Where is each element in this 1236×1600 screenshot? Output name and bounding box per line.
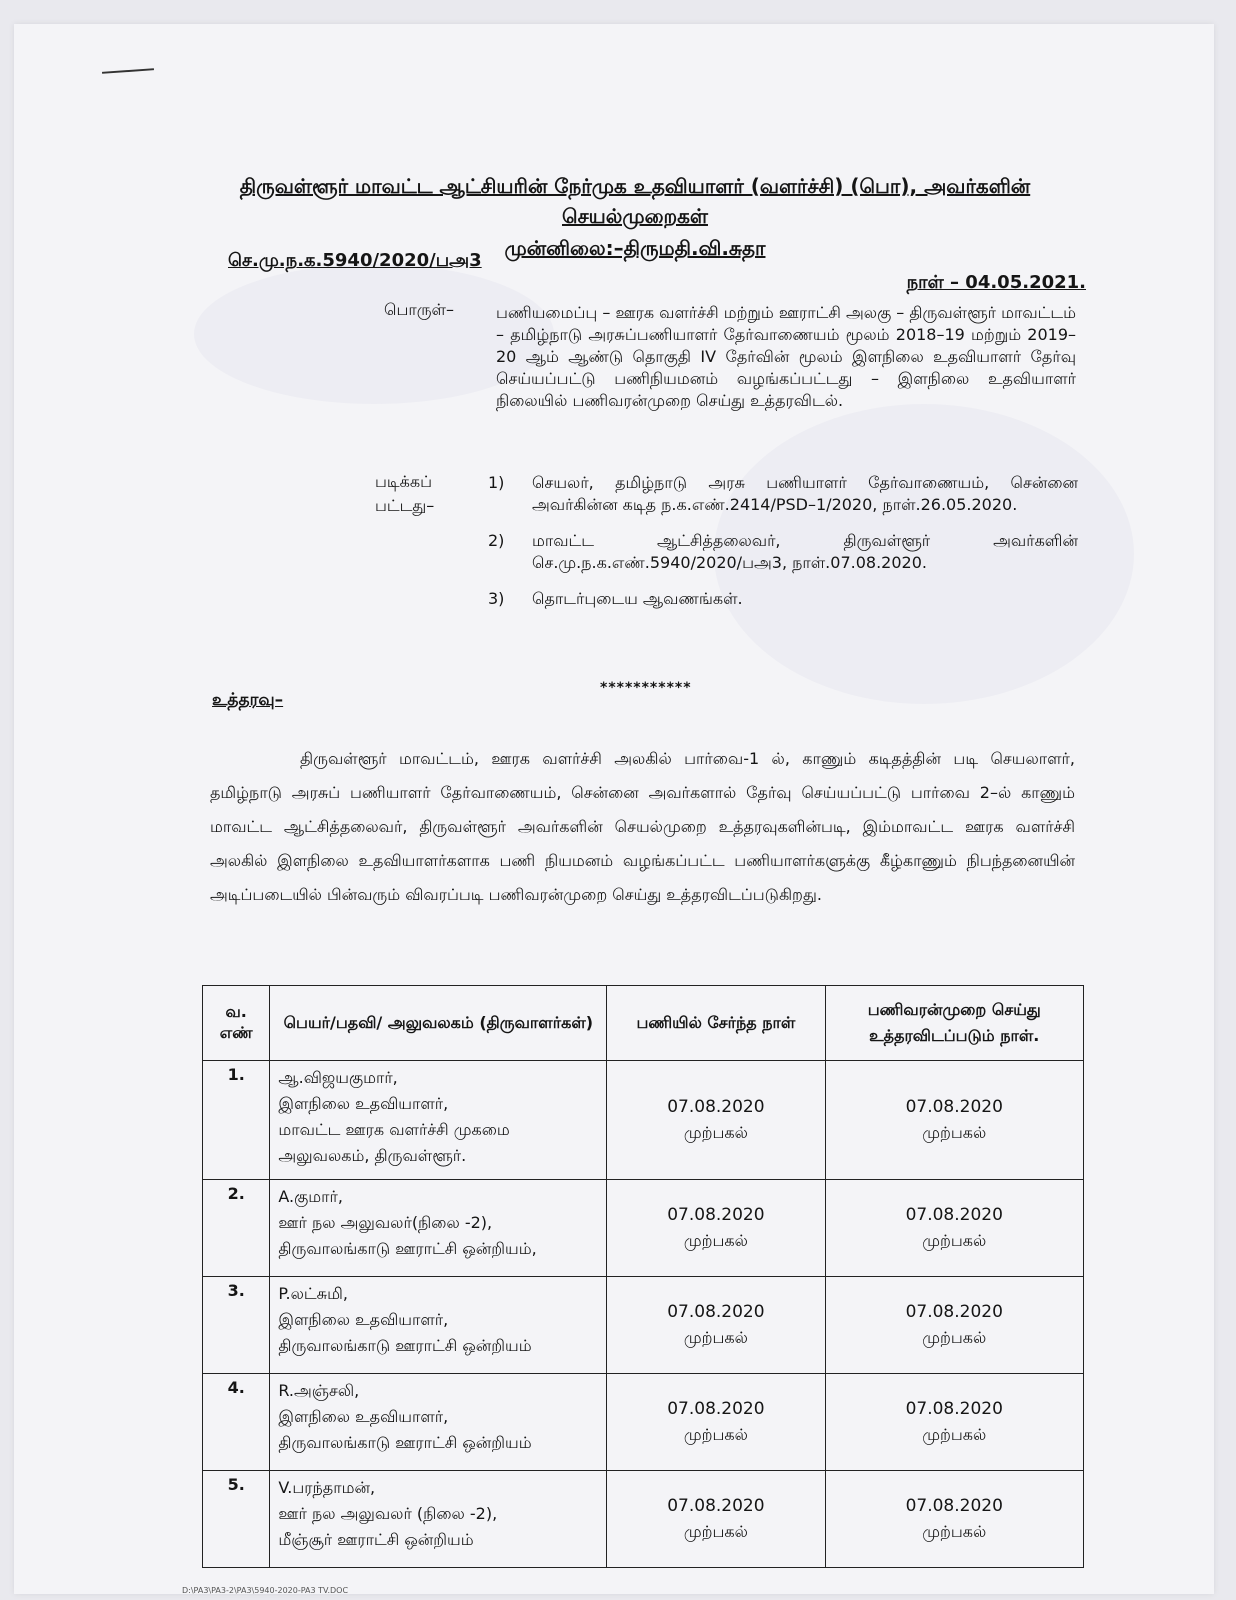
row-regularised-cell [825,1471,1083,1568]
read-item-text: தொடர்புடைய ஆவணங்கள். [532,589,743,608]
row-name-cell [270,1180,607,1277]
row-joined-session: முற்பகல் [683,1231,748,1250]
row-regularised-date: 07.08.2020 [905,1302,1003,1322]
row-joined-date: 07.08.2020 [667,1302,765,1322]
header-name: பெயர்/பதவி/ அலுவலகம் (திருவாளர்கள்) [270,986,607,1061]
row-office: திருவாலங்காடு ஊராட்சி ஒன்றியம் [278,1336,532,1355]
row-name-cell [270,1061,607,1180]
table-row [203,1471,1084,1568]
row-joined-cell [607,1180,825,1277]
read-item-number: 1) [488,473,505,492]
row-regularised-cell [825,1180,1083,1277]
read-item [488,588,1078,610]
row-post: இளநிலை உதவியாளர், [278,1310,449,1329]
row-joined-date: 07.08.2020 [667,1205,765,1225]
table-row [203,1374,1084,1471]
document-title-line-1: திருவள்ளூர் மாவட்ட ஆட்சியரின் நேர்முக உதவியாளர் (வளர்ச்சி) (பொ), அவர்களின் [239,174,1031,198]
row-office: திருவாலங்காடு ஊராட்சி ஒன்றியம் [278,1433,532,1452]
separator-stars: *********** [600,680,692,696]
presiding-officer: முன்னிலை:–திருமதி.வி.சுதா [504,236,766,260]
row-sno: 1. [203,1061,270,1180]
row-joined-cell [607,1277,825,1374]
row-joined-date: 07.08.2020 [667,1496,765,1516]
subject-label: பொருள்– [384,300,454,319]
row-name: P.லட்சுமி, [278,1284,348,1303]
read-label: படிக்கப் பட்டது– [375,472,435,515]
row-post: ஊர் நல அலுவலர் (நிலை -2), [278,1504,498,1523]
row-sno: 3. [203,1277,270,1374]
row-joined-session: முற்பகல் [683,1425,748,1444]
read-item-text: செயலர், தமிழ்நாடு அரசு பணியாளர் தேர்வாணையம், சென்னை அவர்கின்ன கடித ந.க.எண்.2414/PSD–1/2020, நாள்.26.05.2020. [532,473,1078,514]
row-regularised-session: முற்பகல் [922,1231,987,1250]
row-joined-cell [607,1061,825,1180]
table-row [203,1180,1084,1277]
row-office: திருவாலங்காடு ஊராட்சி ஒன்றியம், [278,1239,537,1258]
read-item-number: 2) [488,531,505,550]
row-name-cell [270,1374,607,1471]
row-name: ஆ.விஜயகுமார், [278,1068,398,1087]
read-list [488,472,1078,624]
row-joined-cell [607,1374,825,1471]
header-regularised-date: பணிவரன்முறை செய்து உத்தரவிடப்படும் நாள். [825,986,1083,1061]
read-item [488,472,1078,516]
row-post: இளநிலை உதவியாளர், [278,1407,449,1426]
row-name: R.அஞ்சலி, [278,1381,360,1400]
row-regularised-cell [825,1277,1083,1374]
read-item [488,530,1078,574]
row-regularised-session: முற்பகல் [922,1123,987,1142]
row-post: இளநிலை உதவியாளர், [278,1094,449,1113]
row-joined-cell [607,1471,825,1568]
header-sno: வ. எண் [203,986,270,1061]
row-name-cell [270,1277,607,1374]
row-joined-session: முற்பகல் [683,1123,748,1142]
row-joined-date: 07.08.2020 [667,1399,765,1419]
row-office: மாவட்ட ஊரக வளர்ச்சி முகமை அலுவலகம், திருவள்ளூர். [278,1120,510,1165]
reference-number: செ.மு.ந.க.5940/2020/பஅ3 [228,250,482,271]
row-office: மீஞ்சூர் ஊராட்சி ஒன்றியம் [278,1530,474,1549]
row-regularised-date: 07.08.2020 [905,1205,1003,1225]
table-header-row [203,986,1084,1061]
row-regularised-cell [825,1061,1083,1180]
row-regularised-session: முற்பகல் [922,1522,987,1541]
subject-text: பணியமைப்பு – ஊரக வளர்ச்சி மற்றும் ஊராட்சி அலகு – திருவள்ளூர் மாவட்டம் – தமிழ்நாடு அரசுப்பணியாளர் தேர்வாணையம் மூலம் 2018–19 மற்றும் 2019–20 ஆம் ஆண்டு தொகுதி IV தேர்வின் மூலம் இளநிலை உதவியாளர் தேர்வு செய்யப்பட்டு பணிநியமனம் வழங்கப்பட்டது – இளநிலை உதவியாளர் நிலையில் பணிவரன்முறை செய்து உத்தரவிடல். [496,303,1077,410]
row-post: ஊர் நல அலுவலர்(நிலை -2), [278,1213,493,1232]
row-sno: 5. [203,1471,270,1568]
row-name: A.குமார், [278,1187,343,1206]
row-joined-session: முற்பகல் [683,1328,748,1347]
row-regularised-cell [825,1374,1083,1471]
read-item-text: மாவட்ட ஆட்சித்தலைவர், திருவள்ளூர் அவர்களின் செ.மு.ந.க.எண்.5940/2020/பஅ3, நாள்.07.08.2020. [532,531,1078,572]
order-heading: உத்தரவு– [212,690,284,710]
staff-table [202,985,1084,1568]
document-title-line-2: செயல்முறைகள் [562,204,708,228]
row-name-cell [270,1471,607,1568]
row-sno: 4. [203,1374,270,1471]
row-regularised-session: முற்பகல் [922,1425,987,1444]
row-regularised-date: 07.08.2020 [905,1496,1003,1516]
row-sno: 2. [203,1180,270,1277]
footer-file-path: D:\PA3\PA3-2\PA3\5940-2020-PA3 TV.DOC [182,1586,349,1595]
table-row [203,1061,1084,1180]
document-date: நாள் – 04.05.2021. [906,272,1086,293]
row-regularised-date: 07.08.2020 [905,1097,1003,1117]
row-joined-date: 07.08.2020 [667,1097,765,1117]
header-joined-date: பணியில் சேர்ந்த நாள் [607,986,825,1061]
table-row [203,1277,1084,1374]
row-regularised-date: 07.08.2020 [905,1399,1003,1419]
order-paragraph: திருவள்ளூர் மாவட்டம், ஊரக வளர்ச்சி அலகில் பார்வை-1 ல், காணும் கடிதத்தின் படி செயலாளர், தமிழ்நாடு அரசுப் பணியாளர் தேர்வாணையம், சென்னை அவர்களால் தேர்வு செய்யப்பட்டு பார்வை 2–ல் காணும் மாவட்ட ஆட்சித்தலைவர், திருவள்ளூர் அவர்களின் செயல்முறை உத்தரவுகளின்படி, இம்மாவட்ட ஊரக வளர்ச்சி அலகில் இளநிலை உதவியாளர்களாக பணி நியமனம் வழங்கப்பட்ட பணியாளர்களுக்கு கீழ்காணும் நிபந்தனையின் அடிப்படையில் பின்வரும் விவரப்படி பணிவரன்முறை செய்து உத்தரவிடப்படுகிறது. [210,749,1075,904]
row-name: V.பரந்தாமன், [278,1478,376,1497]
row-regularised-session: முற்பகல் [922,1328,987,1347]
read-item-number: 3) [488,589,505,608]
row-joined-session: முற்பகல் [683,1522,748,1541]
